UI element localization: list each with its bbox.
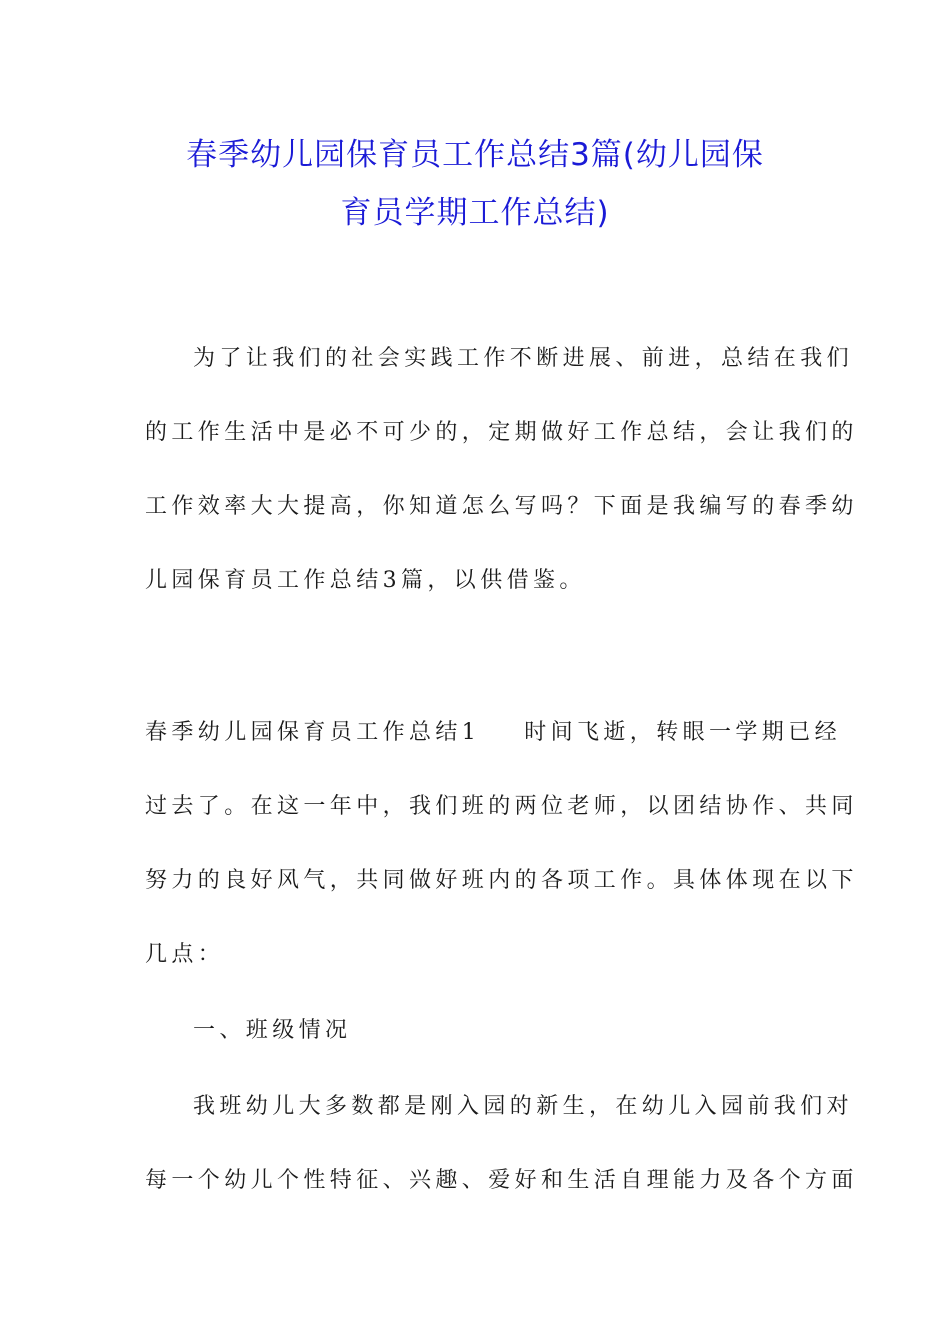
intro-paragraph: [145, 322, 858, 618]
subheading-paragraph: [145, 994, 805, 1068]
body-line-2: 每一个幼儿个性特征、兴趣、爱好和生活自理能力及各个方面: [145, 1168, 858, 1193]
title-line-1: 春季幼儿园保育员工作总结3篇(幼儿园保: [186, 137, 764, 173]
section-1-heading: 春季幼儿园保育员工作总结1: [145, 720, 481, 745]
section-1-first-line: [145, 696, 842, 770]
intro-line-4: 儿园保育员工作总结3篇，以供借鉴。: [145, 568, 586, 593]
section-1-paragraph: [145, 696, 858, 992]
section-1-line-1: 时间飞逝，转眼一学期已经: [524, 720, 842, 745]
section-1-line-2: 过去了。在这一年中，我们班的两位老师，以团结协作、共同: [145, 794, 858, 819]
body-paragraph: [145, 1070, 858, 1218]
class-situation-heading: 一、班级情况: [193, 1018, 352, 1043]
intro-line-3: 工作效率大大提高，你知道怎么写吗？下面是我编写的春季幼: [145, 494, 858, 519]
intro-line-1: 为了让我们的社会实践工作不断进展、前进，总结在我们: [193, 346, 854, 371]
title-line-2: 育员学期工作总结): [340, 195, 610, 231]
section-1-line-4: 几点：: [145, 942, 225, 967]
body-line-1: 我班幼儿大多数都是刚入园的新生，在幼儿入园前我们对: [193, 1094, 854, 1119]
section-1-line-3: 努力的良好风气，共同做好班内的各项工作。具体体现在以下: [145, 868, 858, 893]
intro-line-2: 的工作生活中是必不可少的，定期做好工作总结，会让我们的: [145, 420, 858, 445]
document-title: [145, 126, 805, 242]
